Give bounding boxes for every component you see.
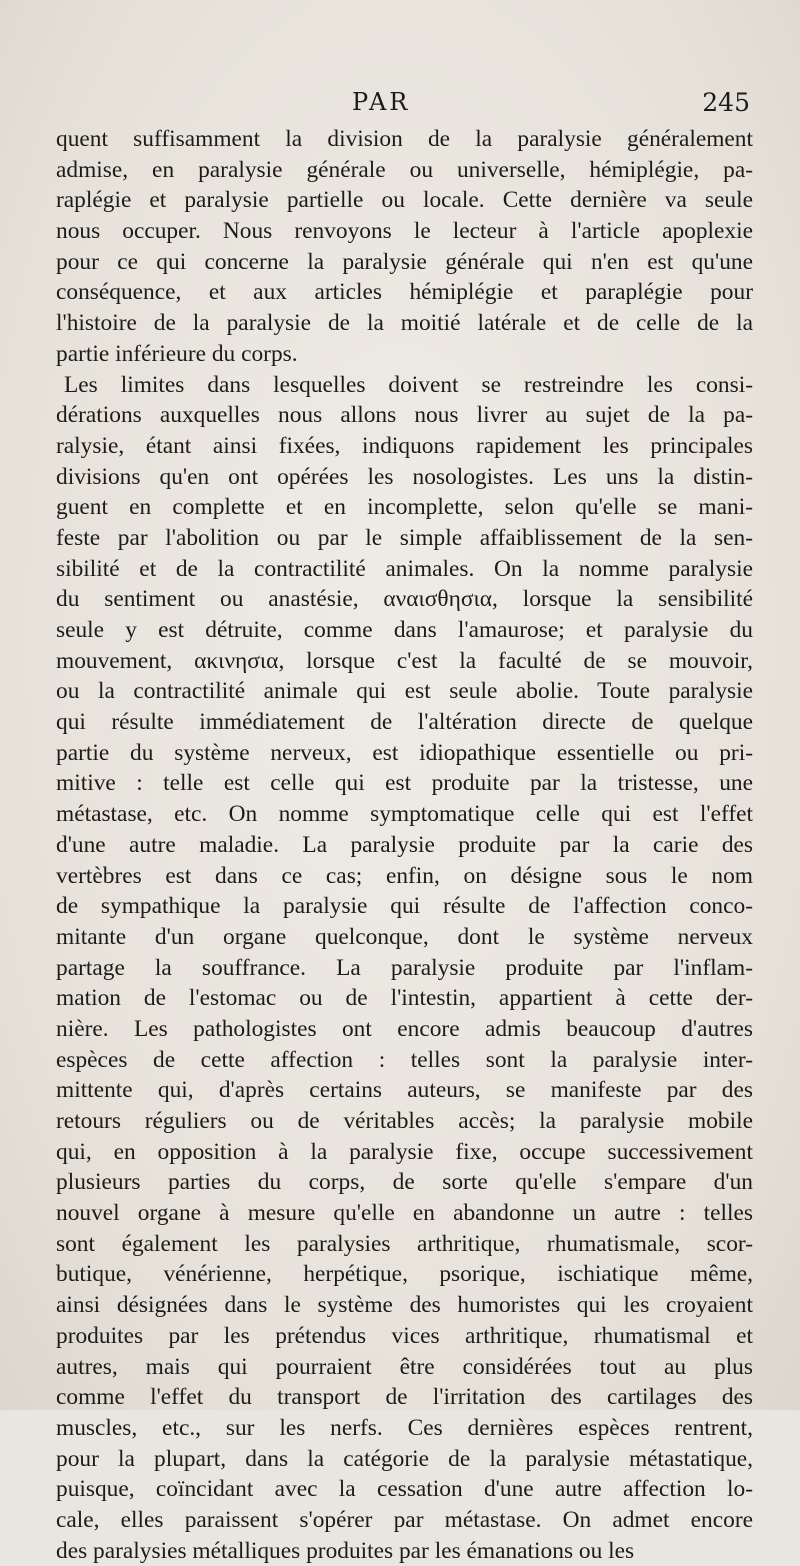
- text-line: quent suffisamment la division de la paralysie généralement: [56, 126, 753, 152]
- text-line: dérations auxquelles nous allons nous livrer au sujet de la pa-: [56, 402, 753, 429]
- text-line: partie du système nerveux, est idiopathique essentielle ou pri-: [56, 739, 753, 766]
- text-line: mouvement, ακινησια, lorsque c'est la faculté de se mouvoir,: [56, 647, 753, 674]
- text-line: retours réguliers ou de véritables accès; la paralysie mobile: [56, 1108, 753, 1134]
- text-line: partage la souffrance. La paralysie produite par l'inflam-: [56, 954, 753, 981]
- text-line: mittente qui, d'après certains auteurs, se manifeste par des: [56, 1077, 753, 1104]
- text-line: partie inférieure du corps.: [56, 340, 298, 367]
- text-line: l'histoire de la paralysie de la moitié latérale et de celle de la: [56, 310, 753, 337]
- text-line: mation de l'estomac ou de l'intestin, appartient à cette der-: [56, 985, 753, 1012]
- text-line: nouvel organe à mesure qu'elle en abandonne un autre : telles: [56, 1200, 753, 1227]
- text-line: nous occuper. Nous renvoyons le lecteur à l'article apoplexie: [56, 218, 753, 245]
- text-line: pour la plupart, dans la catégorie de la paralysie métastatique,: [56, 1445, 753, 1472]
- text-line: de sympathique la paralysie qui résulte de l'affection conco-: [56, 893, 753, 920]
- text-line: ralysie, étant ainsi fixées, indiquons rapidement les principales: [56, 432, 753, 459]
- page-header: [0, 88, 800, 122]
- text-line: divisions qu'en ont opérées les nosologistes. Les uns la distin-: [56, 463, 753, 490]
- text-line: du sentiment ou anastésie, αναισθησια, lorsque la sensibilité: [56, 586, 753, 613]
- text-line: conséquence, et aux articles hémiplégie et paraplégie pour: [56, 279, 753, 306]
- text-line: guent en complette et en incomplette, selon qu'elle se mani-: [56, 494, 753, 521]
- text-line: sont également les paralysies arthritique, rhumatismale, scor-: [56, 1230, 753, 1257]
- text-line: des paralysies métalliques produites par les émanations ou les: [56, 1537, 635, 1564]
- page-number: 245: [702, 88, 750, 117]
- text-line: Les limites dans lesquelles doivent se restreindre les consi-: [64, 371, 753, 398]
- text-line: nière. Les pathologistes ont encore admis beaucoup d'autres: [56, 1015, 753, 1042]
- text-line: muscles, etc., sur les nerfs. Ces dernières espèces rentrent,: [56, 1414, 753, 1441]
- text-line: pour ce qui concerne la paralysie générale qui n'en est qu'une: [56, 248, 753, 275]
- text-line: ou la contractilité animale qui est seule abolie. Toute paralysie: [56, 678, 753, 705]
- text-line: butique, vénérienne, herpétique, psorique, ischiatique même,: [56, 1261, 753, 1288]
- text-line: autres, mais qui pourraient être considérées tout au plus: [56, 1353, 753, 1380]
- text-line: mitive : telle est celle qui est produite par la tristesse, une: [56, 770, 753, 797]
- text-line: seule y est détruite, comme dans l'amaurose; et paralysie du: [56, 617, 753, 643]
- text-line: qui résulte immédiatement de l'altération directe de quelque: [56, 709, 753, 736]
- text-line: métastase, etc. On nomme symptomatique celle qui est l'effet: [56, 801, 753, 828]
- text-line: admise, en paralysie générale ou universelle, hémiplégie, pa-: [56, 156, 753, 183]
- text-line: espèces de cette affection : telles sont la paralysie inter-: [56, 1046, 753, 1073]
- text-line: puisque, coïncidant avec la cessation d'une autre affection lo-: [56, 1476, 753, 1503]
- text-line: raplégie et paralysie partielle ou locale. Cette dernière va seule: [56, 187, 753, 214]
- text-line: produites par les prétendus vices arthritique, rhumatismal et: [56, 1322, 753, 1349]
- text-line: d'une autre maladie. La paralysie produite par la carie des: [56, 831, 753, 858]
- text-line: comme l'effet du transport de l'irritation des cartilages des: [56, 1384, 753, 1411]
- text-line: feste par l'abolition ou par le simple affaiblissement de la sen-: [56, 524, 753, 551]
- text-line: ainsi désignées dans le système des humoristes qui les croyaient: [56, 1292, 753, 1319]
- text-line: sibilité et de la contractilité animales. On la nomme paralysie: [56, 555, 753, 582]
- text-line: cale, elles paraissent s'opérer par métastase. On admet encore: [56, 1506, 753, 1533]
- body-text: [56, 124, 753, 1566]
- text-line: plusieurs parties du corps, de sorte qu'elle s'empare d'un: [56, 1169, 753, 1196]
- text-line: vertèbres est dans ce cas; enfin, on désigne sous le nom: [56, 862, 753, 889]
- text-line: mitante d'un organe quelconque, dont le système nerveux: [56, 923, 753, 950]
- text-line: qui, en opposition à la paralysie fixe, occupe successivement: [56, 1138, 753, 1165]
- running-head: PAR: [352, 88, 411, 116]
